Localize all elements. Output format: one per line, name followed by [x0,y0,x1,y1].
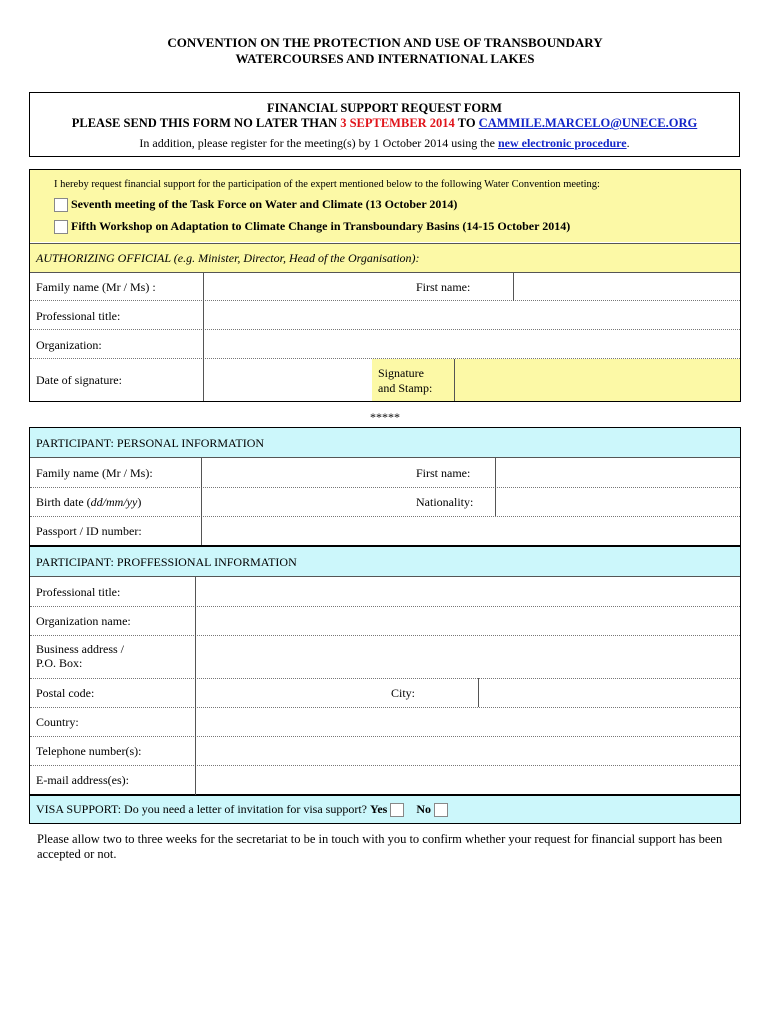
participant-first-name-label: First name: [416,466,471,480]
send-to: TO [454,116,479,130]
participant-family-name-field[interactable] [203,458,413,487]
document-title [0,35,770,67]
register-suffix: . [626,136,630,150]
nationality-field[interactable] [497,488,739,516]
personal-info-section [29,427,741,546]
registration-link[interactable]: new electronic procedure [497,136,627,150]
meeting-option-2-checkbox[interactable] [54,220,68,234]
birth-date-format: dd/mm/yy [90,495,138,509]
register-prefix: In addition, please register for the meeting(s) by 1 October 2014 using the [139,136,498,150]
auth-organization-label: Organization: [36,338,102,352]
auth-first-name-label: First name: [416,280,471,294]
signature-label [378,366,432,396]
personal-heading: PARTICIPANT: PERSONAL INFORMATION [36,436,265,450]
header-box [29,92,740,157]
business-address-label [36,642,124,670]
authorizing-section [29,169,741,402]
signature-stamp-area[interactable] [372,359,740,401]
auth-family-name-label: Family name (Mr / Ms) : [36,280,156,294]
email-link[interactable]: CAMMILE.MARCELO@UNECE.ORG [478,116,698,130]
birth-date-field[interactable] [203,488,413,516]
business-address-line2: P.O. Box: [36,656,83,670]
form-name: FINANCIAL SUPPORT REQUEST FORM [267,101,502,115]
telephone-field[interactable] [197,737,739,765]
meeting-option-1-label: Seventh meeting of the Task Force on Water and Climate (13 October 2014) [71,197,458,211]
auth-organization-field[interactable] [205,330,739,358]
personal-heading-bar [30,428,740,458]
title-line2: WATERCOURSES AND INTERNATIONAL LAKES [235,51,535,66]
auth-date-label: Date of signature: [36,373,122,387]
authorizing-heading-bar [30,243,740,272]
visa-no-checkbox[interactable] [434,803,448,817]
auth-date-field[interactable] [205,359,371,401]
footer-note: Please allow two to three weeks for the secretariat to be in touch with you to confirm whether your request for financial support has been accepted or not. [37,832,723,861]
authorizing-heading: AUTHORIZING OFFICIAL (e.g. Minister, Director, Head of the Organisation): [36,251,420,265]
meeting-option-2 [54,219,570,234]
birth-date-suffix: ) [137,495,142,509]
visa-question: VISA SUPPORT: Do you need a letter of invitation for visa support? [36,802,367,816]
city-field[interactable] [480,679,739,707]
visa-no-label: No [416,802,431,816]
email-label: E-mail address(es): [36,773,129,787]
participant-family-name-label: Family name (Mr / Ms): [36,466,153,480]
request-panel [30,170,740,242]
telephone-label: Telephone number(s): [36,744,142,758]
visa-yes-label: Yes [369,802,388,816]
auth-professional-title-label: Professional title: [36,309,121,323]
visa-section [29,795,741,824]
signature-label-line2: and Stamp: [378,381,433,395]
participant-first-name-field[interactable] [497,458,739,487]
title-line1: CONVENTION ON THE PROTECTION AND USE OF TRANSBOUNDARY [167,35,603,50]
deadline-line [30,116,739,131]
prof-title-label: Professional title: [36,585,121,599]
city-label: City: [391,686,416,700]
business-address-line1: Business address / [36,642,124,656]
register-line [30,136,739,151]
auth-first-name-field[interactable] [515,273,739,300]
business-address-field[interactable] [197,636,739,678]
birth-date-label [36,495,141,510]
passport-field[interactable] [203,517,739,545]
auth-professional-title-field[interactable] [205,301,739,329]
visa-yes-checkbox[interactable] [390,803,404,817]
prof-title-field[interactable] [197,577,739,606]
org-name-label: Organization name: [36,614,131,628]
country-label: Country: [36,715,79,729]
meeting-option-2-label: Fifth Workshop on Adaptation to Climate Change in Transboundary Basins (14-15 October 2014) [71,219,571,233]
professional-heading: PARTICIPANT: PROFFESSIONAL INFORMATION [36,555,297,569]
passport-label: Passport / ID number: [36,524,142,538]
professional-info-section [29,546,741,795]
visa-row [36,802,448,817]
org-name-field[interactable] [197,607,739,635]
birth-date-prefix: Birth date ( [36,495,91,509]
meeting-option-1 [54,197,457,212]
email-field[interactable] [197,766,739,794]
postal-code-label: Postal code: [36,686,95,700]
postal-code-field[interactable] [197,679,387,707]
nationality-label: Nationality: [416,495,474,509]
professional-heading-bar [30,547,740,577]
send-prefix: PLEASE SEND THIS FORM NO LATER THAN [71,116,341,130]
auth-family-name-field[interactable] [205,273,410,300]
section-separator: ***** [370,410,400,424]
meeting-option-1-checkbox[interactable] [54,198,68,212]
deadline-date: 3 SEPTEMBER 2014 [340,116,455,130]
request-intro: I hereby request financial support for the participation of the expert mentioned below to the following Water Convention meeting: [54,179,600,190]
country-field[interactable] [197,708,739,736]
signature-label-line1: Signature [378,366,424,380]
